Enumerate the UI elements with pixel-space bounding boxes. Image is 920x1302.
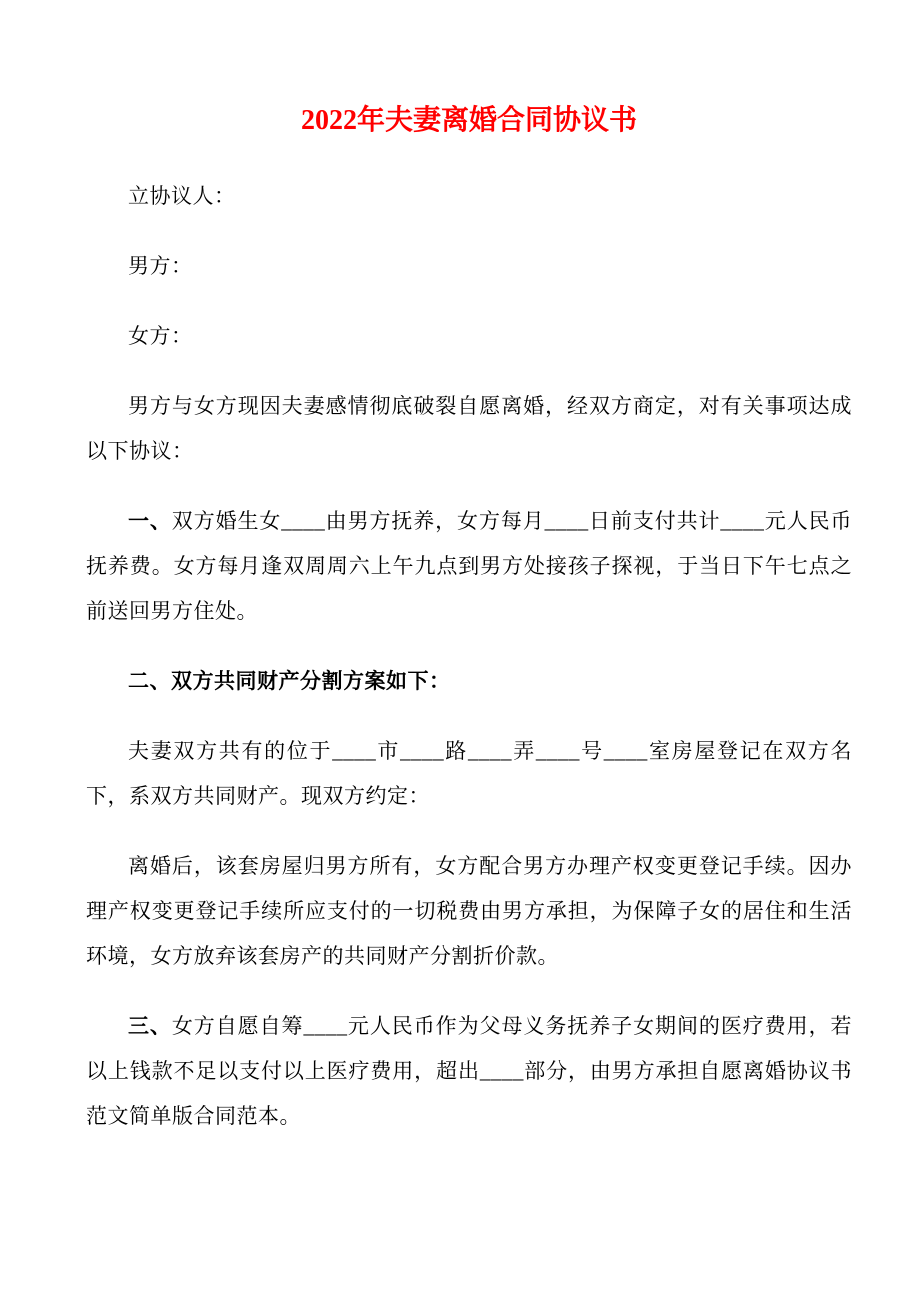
document-body xyxy=(86,174,852,1139)
paragraph: 夫妻双方共有的位于____市____路____弄____号____室房屋登记在双方名下，系双方共同财产。现双方约定： xyxy=(86,739,852,808)
paragraph xyxy=(86,499,852,634)
section-heading: 二、双方共同财产分割方案如下： xyxy=(128,669,451,693)
paragraph xyxy=(86,1004,852,1139)
section-text: 双方婚生女____由男方抚养，女方每月____日前支付共计____元人民币抚养费。女方每月逢双周周六上午九点到男方处接孩子探视，于当日下午七点之前送回男方住处。 xyxy=(86,509,853,623)
paragraph: 女方： xyxy=(128,324,193,348)
document-title: 2022年夫妻离婚合同协议书 xyxy=(300,105,637,136)
section-number: 三、 xyxy=(128,1014,172,1038)
section-text: 女方自愿自筹____元人民币作为父母义务抚养子女期间的医疗费用，若以上钱款不足以支付以上医疗费用，超出____部分，由男方承担自愿离婚协议书范文简单版合同范本。 xyxy=(86,1014,853,1128)
paragraph: 立协议人： xyxy=(128,184,236,208)
paragraph: 离婚后，该套房屋归男方所有，女方配合男方办理产权变更登记手续。因办理产权变更登记手续所应支付的一切税费由男方承担，为保障子女的居住和生活环境，女方放弃该套房产的共同财产分割折价款。 xyxy=(86,854,852,968)
paragraph: 男方： xyxy=(128,254,193,278)
section-number: 一、 xyxy=(128,509,172,533)
paragraph: 男方与女方现因夫妻感情彻底破裂自愿离婚，经双方商定，对有关事项达成以下协议： xyxy=(86,394,852,463)
